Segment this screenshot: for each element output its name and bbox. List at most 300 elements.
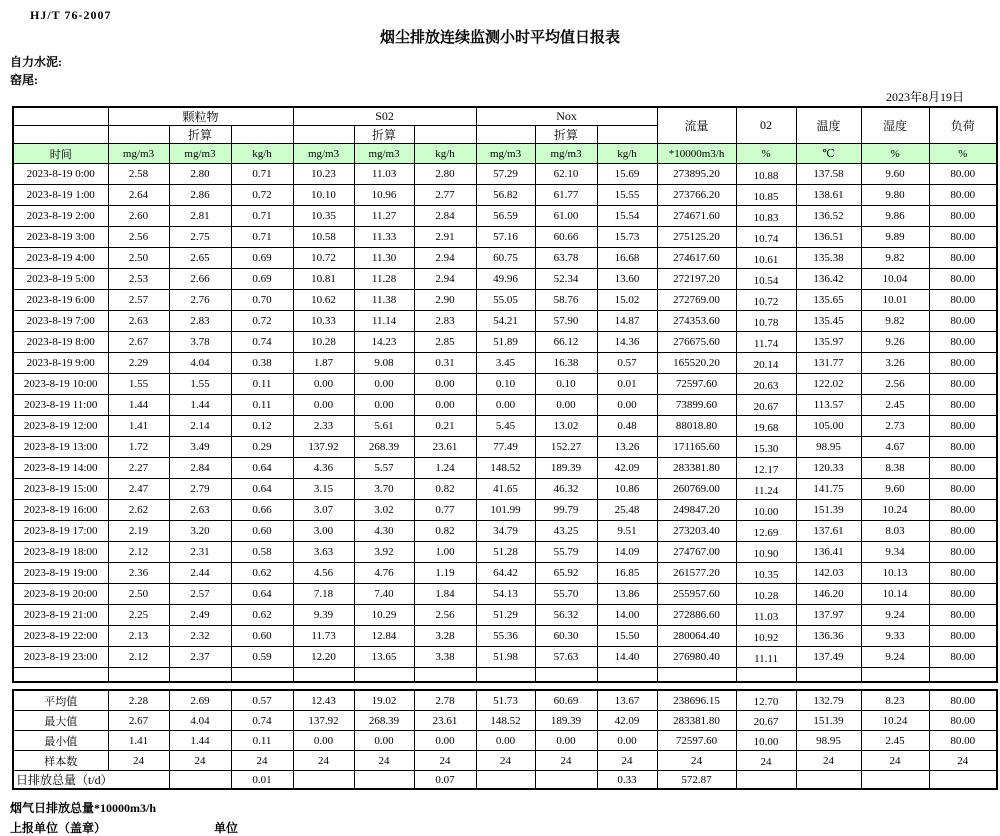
value-cell: 274671.60 [657,206,736,227]
value-cell: 2.49 [169,605,231,626]
flue-gas-total-note: 烟气日排放总量*10000m3/h [10,801,157,815]
blank-cell [293,126,354,144]
value-cell: 57.16 [476,227,535,248]
value-cell: 14.40 [597,647,657,668]
value-cell: 280064.40 [657,626,736,647]
summary-value-cell: 0.00 [414,731,476,751]
value-cell: 55.79 [535,542,597,563]
value-cell: 9.60 [861,164,929,185]
value-cell: 136.51 [796,227,861,248]
value-cell: 0.00 [293,395,354,416]
time-cell: 2023-8-19 7:00 [13,311,108,332]
value-cell: 11.38 [354,290,414,311]
summary-value-cell: 2.78 [414,690,476,711]
value-cell: 2.47 [108,479,169,500]
value-cell: 13.26 [597,437,657,458]
value-cell: 274353.60 [657,311,736,332]
time-cell: 2023-8-19 9:00 [13,353,108,374]
value-cell: 3.38 [414,647,476,668]
blank-cell [861,668,929,683]
summary-value-cell: 24 [169,751,231,771]
value-cell: 80.00 [929,416,997,437]
value-cell: 80.00 [929,374,997,395]
summary-value-cell: 19.02 [354,690,414,711]
value-cell: 15.55 [597,185,657,206]
value-cell: 272769.00 [657,290,736,311]
col-header-temperature: 温度 [796,107,861,144]
value-cell: 14.87 [597,311,657,332]
table-row [13,542,997,563]
col-header-humidity: 湿度 [861,107,929,144]
value-cell: 3.45 [476,353,535,374]
summary-value-cell: 98.95 [796,731,861,751]
value-cell: 0.66 [231,500,293,521]
value-cell: 9.26 [861,332,929,353]
value-cell: 135.45 [796,311,861,332]
value-cell: 13.65 [354,647,414,668]
value-cell: 80.00 [929,605,997,626]
value-cell: 58.76 [535,290,597,311]
value-cell: 9.34 [861,542,929,563]
value-cell: 0.29 [231,437,293,458]
value-cell: 2.63 [108,311,169,332]
page-title: 烟尘排放连续监测小时平均值日报表 [379,30,620,46]
value-cell: 0.00 [414,374,476,395]
value-cell: 1.55 [169,374,231,395]
value-cell: 0.10 [535,374,597,395]
value-cell: 0.71 [231,164,293,185]
summary-value-cell: 12.43 [293,690,354,711]
daily-total-cell [929,771,997,790]
value-cell: 2.83 [169,311,231,332]
daily-total-cell: 0.33 [597,771,657,790]
summary-value-cell: 189.39 [535,711,597,731]
value-cell: 3.92 [354,542,414,563]
value-cell: 165520.20 [657,353,736,374]
daily-total-cell [796,771,861,790]
value-cell: 272197.20 [657,269,736,290]
value-cell: 2.80 [414,164,476,185]
value-cell: 7.18 [293,584,354,605]
summary-label: 最小值 [13,731,108,751]
blank-cell [414,668,476,683]
summary-value-cell: 80.00 [929,690,997,711]
value-cell: 1.84 [414,584,476,605]
value-cell: 9.82 [861,311,929,332]
summary-value-cell: 4.04 [169,711,231,731]
value-cell: 2.94 [414,269,476,290]
value-cell: 135.97 [796,332,861,353]
value-cell: 273203.40 [657,521,736,542]
summary-value-cell: 2.67 [108,711,169,731]
value-cell: 0.11 [231,374,293,395]
value-cell: 60.30 [535,626,597,647]
value-cell: 65.92 [535,563,597,584]
value-cell: 142.03 [796,563,861,584]
value-cell: 2.64 [108,185,169,206]
value-cell: 54.21 [476,311,535,332]
value-cell: 11.24 [736,479,796,500]
value-cell: 2.85 [414,332,476,353]
value-cell: 80.00 [929,332,997,353]
summary-value-cell: 0.00 [476,731,535,751]
value-cell: 101.99 [476,500,535,521]
blank-cell [414,126,476,144]
summary-value-cell: 0.00 [597,731,657,751]
value-cell: 9.60 [861,479,929,500]
time-cell: 2023-8-19 11:00 [13,395,108,416]
value-cell: 10.13 [861,563,929,584]
value-cell: 11.33 [354,227,414,248]
unit-cell: kg/h [231,144,293,164]
value-cell: 0.12 [231,416,293,437]
value-cell: 80.00 [929,164,997,185]
value-cell: 0.60 [231,626,293,647]
value-cell: 80.00 [929,353,997,374]
value-cell: 98.95 [796,437,861,458]
value-cell: 2.83 [414,311,476,332]
summary-value-cell: 238696.15 [657,690,736,711]
time-cell: 2023-8-19 15:00 [13,479,108,500]
value-cell: 51.28 [476,542,535,563]
summary-value-cell: 24 [476,751,535,771]
col-header-flow: 流量 [657,107,736,144]
time-cell: 2023-8-19 13:00 [13,437,108,458]
summary-value-cell: 24 [796,751,861,771]
value-cell: 0.72 [231,311,293,332]
value-cell: 11.27 [354,206,414,227]
value-cell: 3.28 [414,626,476,647]
blank-cell [535,668,597,683]
value-cell: 283381.80 [657,458,736,479]
table-row [13,227,997,248]
unit-cell: % [736,144,796,164]
value-cell: 10.14 [861,584,929,605]
value-cell: 2.25 [108,605,169,626]
summary-value-cell: 137.92 [293,711,354,731]
value-cell: 2.84 [169,458,231,479]
value-cell: 10.23 [293,164,354,185]
time-cell: 2023-8-19 19:00 [13,563,108,584]
value-cell: 63.78 [535,248,597,269]
table-row [13,248,997,269]
summary-row [13,690,997,711]
value-cell: 255957.60 [657,584,736,605]
summary-value-cell: 148.52 [476,711,535,731]
value-cell: 0.00 [535,395,597,416]
value-cell: 273766.20 [657,185,736,206]
value-cell: 2.12 [108,542,169,563]
value-cell: 7.40 [354,584,414,605]
unit-cell: mg/m3 [108,144,169,164]
value-cell: 61.77 [535,185,597,206]
blank-cell [476,668,535,683]
value-cell: 273895.20 [657,164,736,185]
time-cell: 2023-8-19 8:00 [13,332,108,353]
unit-label: 单位 [214,821,239,835]
value-cell: 10.74 [736,227,796,248]
value-cell: 88018.80 [657,416,736,437]
value-cell: 80.00 [929,542,997,563]
col-group-nox: Nox [476,107,657,126]
value-cell: 72597.60 [657,374,736,395]
value-cell: 137.97 [796,605,861,626]
summary-value-cell: 24 [354,751,414,771]
value-cell: 42.09 [597,458,657,479]
value-cell: 152.27 [535,437,597,458]
value-cell: 2.56 [861,374,929,395]
value-cell: 0.62 [231,563,293,584]
converted-header-nox: 折算 [535,126,597,144]
value-cell: 137.58 [796,164,861,185]
time-cell: 2023-8-19 1:00 [13,185,108,206]
value-cell: 2.13 [108,626,169,647]
summary-value-cell: 24 [108,751,169,771]
blank-cell [476,126,535,144]
value-cell: 80.00 [929,185,997,206]
value-cell: 3.26 [861,353,929,374]
report-date: 2023年8月19日 [885,90,964,104]
table-row [13,626,997,647]
value-cell: 64.42 [476,563,535,584]
value-cell: 0.00 [597,395,657,416]
summary-row [13,711,997,731]
value-cell: 11.03 [736,605,796,626]
value-cell: 137.92 [293,437,354,458]
value-cell: 2.77 [414,185,476,206]
value-cell: 80.00 [929,647,997,668]
value-cell: 13.60 [597,269,657,290]
value-cell: 57.63 [535,647,597,668]
table-row [13,185,997,206]
value-cell: 0.64 [231,479,293,500]
value-cell: 0.60 [231,521,293,542]
summary-value-cell: 60.69 [535,690,597,711]
value-cell: 3.49 [169,437,231,458]
value-cell: 275125.20 [657,227,736,248]
value-cell: 120.33 [796,458,861,479]
value-cell: 11.73 [293,626,354,647]
value-cell: 0.48 [597,416,657,437]
value-cell: 2.63 [169,500,231,521]
table-row [13,269,997,290]
value-cell: 8.38 [861,458,929,479]
value-cell: 261577.20 [657,563,736,584]
time-cell: 2023-8-19 3:00 [13,227,108,248]
value-cell: 260769.00 [657,479,736,500]
value-cell: 1.87 [293,353,354,374]
table-row [13,164,997,185]
summary-label: 样本数 [13,751,108,771]
value-cell: 0.77 [414,500,476,521]
summary-value-cell: 283381.80 [657,711,736,731]
value-cell: 2.45 [861,395,929,416]
value-cell: 0.00 [293,374,354,395]
value-cell: 3.15 [293,479,354,500]
value-cell: 2.86 [169,185,231,206]
value-cell: 2.80 [169,164,231,185]
value-cell: 15.30 [736,437,796,458]
value-cell: 2.67 [108,332,169,353]
value-cell: 12.17 [736,458,796,479]
summary-value-cell: 20.67 [736,711,796,731]
value-cell: 2.29 [108,353,169,374]
col-header-load: 负荷 [929,107,997,144]
value-cell: 51.89 [476,332,535,353]
table-row [13,647,997,668]
value-cell: 105.00 [796,416,861,437]
value-cell: 3.20 [169,521,231,542]
summary-label: 最大值 [13,711,108,731]
summary-value-cell: 268.39 [354,711,414,731]
value-cell: 2.91 [414,227,476,248]
summary-value-cell: 2.28 [108,690,169,711]
company-label: 自力水泥: [10,55,62,69]
value-cell: 10.92 [736,626,796,647]
value-cell: 19.68 [736,416,796,437]
value-cell: 2.31 [169,542,231,563]
value-cell: 11.74 [736,332,796,353]
value-cell: 2.57 [169,584,231,605]
value-cell: 15.54 [597,206,657,227]
value-cell: 80.00 [929,248,997,269]
value-cell: 80.00 [929,311,997,332]
value-cell: 189.39 [535,458,597,479]
value-cell: 77.49 [476,437,535,458]
value-cell: 2.62 [108,500,169,521]
value-cell: 122.02 [796,374,861,395]
value-cell: 138.61 [796,185,861,206]
blank-cell [597,668,657,683]
value-cell: 13.86 [597,584,657,605]
value-cell: 135.38 [796,248,861,269]
value-cell: 2.79 [169,479,231,500]
value-cell: 55.36 [476,626,535,647]
time-cell: 2023-8-19 23:00 [13,647,108,668]
summary-value-cell: 13.67 [597,690,657,711]
blank-cell [796,668,861,683]
value-cell: 10.86 [597,479,657,500]
table-row [13,437,997,458]
time-cell: 2023-8-19 5:00 [13,269,108,290]
value-cell: 136.42 [796,269,861,290]
value-cell: 3.07 [293,500,354,521]
value-cell: 0.21 [414,416,476,437]
value-cell: 12.69 [736,521,796,542]
value-cell: 0.11 [231,395,293,416]
value-cell: 49.96 [476,269,535,290]
value-cell: 80.00 [929,458,997,479]
value-cell: 51.29 [476,605,535,626]
value-cell: 1.19 [414,563,476,584]
daily-total-cell [476,771,535,790]
value-cell: 2.12 [108,647,169,668]
table-row [13,374,997,395]
time-cell: 2023-8-19 0:00 [13,164,108,185]
time-cell: 2023-8-19 21:00 [13,605,108,626]
value-cell: 0.38 [231,353,293,374]
time-cell: 2023-8-19 12:00 [13,416,108,437]
standard-code: HJ/T 76-2007 [30,8,112,22]
value-cell: 274767.00 [657,542,736,563]
value-cell: 56.32 [535,605,597,626]
time-header: 时间 [13,144,108,164]
blank-cell [597,126,657,144]
daily-total-row [13,771,997,790]
blank-cell [169,668,231,683]
value-cell: 60.66 [535,227,597,248]
value-cell: 51.98 [476,647,535,668]
value-cell: 1.41 [108,416,169,437]
daily-total-label: 日排放总量（t/d） [13,771,169,790]
summary-value-cell: 80.00 [929,731,997,751]
value-cell: 0.62 [231,605,293,626]
value-cell: 10.78 [736,311,796,332]
col-header-o2: 02 [736,107,796,144]
value-cell: 46.32 [535,479,597,500]
summary-value-cell: 24 [929,751,997,771]
value-cell: 20.14 [736,353,796,374]
value-cell: 0.01 [597,374,657,395]
converted-header-so2: 折算 [354,126,414,144]
unit-cell: mg/m3 [169,144,231,164]
value-cell: 80.00 [929,290,997,311]
value-cell: 136.52 [796,206,861,227]
value-cell: 11.28 [354,269,414,290]
value-cell: 3.78 [169,332,231,353]
value-cell: 10.33 [293,311,354,332]
value-cell: 276980.40 [657,647,736,668]
summary-value-cell: 8.23 [861,690,929,711]
summary-value-cell: 0.00 [293,731,354,751]
kiln-tail-label: 窑尾: [10,73,38,87]
value-cell: 10.28 [293,332,354,353]
time-cell: 2023-8-19 22:00 [13,626,108,647]
time-cell: 2023-8-19 14:00 [13,458,108,479]
blank-cell [293,668,354,683]
value-cell: 80.00 [929,626,997,647]
summary-value-cell: 80.00 [929,711,997,731]
value-cell: 10.88 [736,164,796,185]
value-cell: 16.68 [597,248,657,269]
value-cell: 14.23 [354,332,414,353]
summary-value-cell: 51.73 [476,690,535,711]
table-row [13,521,997,542]
unit-cell: % [861,144,929,164]
time-cell: 2023-8-19 4:00 [13,248,108,269]
summary-value-cell: 24 [535,751,597,771]
value-cell: 2.56 [108,227,169,248]
value-cell: 5.61 [354,416,414,437]
value-cell: 4.04 [169,353,231,374]
value-cell: 10.83 [736,206,796,227]
blank-cell [736,668,796,683]
value-cell: 10.62 [293,290,354,311]
value-cell: 60.75 [476,248,535,269]
value-cell: 0.70 [231,290,293,311]
value-cell: 9.39 [293,605,354,626]
converted-header-particulate: 折算 [169,126,231,144]
value-cell: 0.10 [476,374,535,395]
value-cell: 2.84 [414,206,476,227]
time-cell: 2023-8-19 6:00 [13,290,108,311]
table-row [13,479,997,500]
value-cell: 56.82 [476,185,535,206]
table-row [13,206,997,227]
value-cell: 0.00 [476,395,535,416]
table-row [13,416,997,437]
summary-value-cell: 12.70 [736,690,796,711]
